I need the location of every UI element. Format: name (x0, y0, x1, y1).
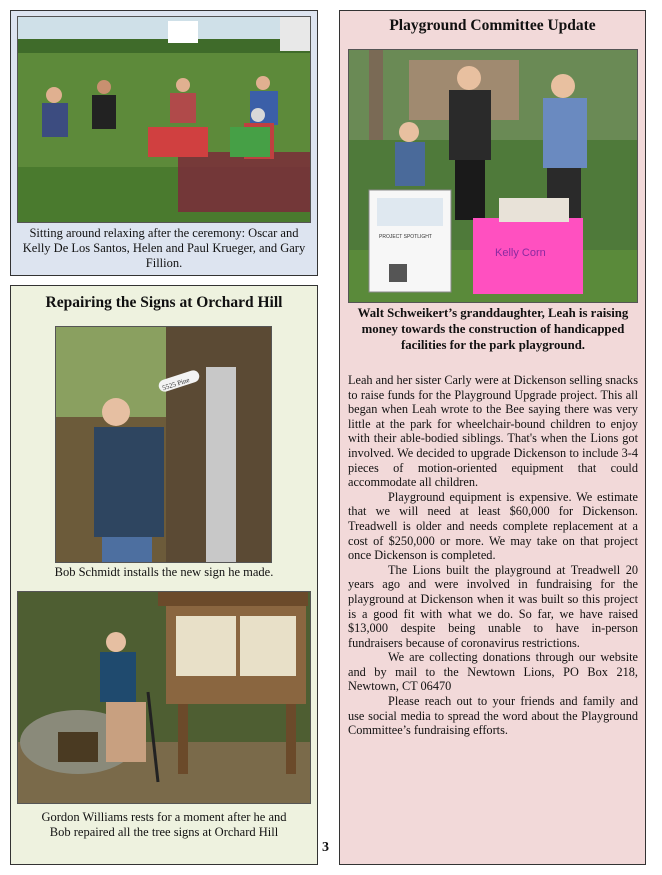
resting-caption: Gordon Williams rests for a moment after he and Bob repaired all the tree signs at Orchard Hill (41, 810, 287, 839)
sign-install-image (56, 327, 272, 563)
playground-article (348, 373, 638, 738)
article-paragraph-2: Playground equipment is expensive. We estimate that we will need at least $60,000 for Dickenson. Treadwell is older and needs complete replacement at a cost of $250,000 or more. We may take on that project once Dickenson is completed. (348, 489, 638, 563)
playground-photo (348, 49, 638, 303)
page-number: 3 (322, 840, 329, 855)
resting-photo (17, 591, 311, 804)
picnic-scene-image (18, 17, 311, 223)
picnic-caption: Sitting around relaxing after the ceremony: Oscar and Kelly De Los Santos, Helen and Paul Krueger, and Gary Fillion. (22, 226, 306, 270)
article-paragraph-3: The Lions built the playground at Treadwell 20 years ago and were involved in fundraising for the playground at Dickenson when it was built so this project is a good fit with what we do. So far, we have raised $13,000 despite being unable to have in-person fundraisers because of coronavirus restrictions. (348, 562, 638, 650)
poster-heading: PROJECT SPOTLIGHT (379, 234, 432, 240)
picnic-photo (17, 16, 311, 223)
playground-scene-image (349, 50, 638, 303)
article-paragraph-5: Please reach out to your friends and family and use social media to spread the word about the Playground Committee’s fundraising efforts. (348, 694, 638, 738)
resting-scene-image (18, 592, 311, 804)
playground-title: Playground Committee Update (389, 17, 596, 34)
kelly-corn-text: Kelly Corn (495, 247, 546, 259)
sign-install-caption: Bob Schmidt installs the new sign he made. (54, 565, 274, 579)
playground-photo-caption: Walt Schweikert’s granddaughter, Leah is raising money towards the construction of handicapped facilities for the park playground. (357, 306, 629, 352)
sign-text: 5525 Pine (161, 375, 191, 393)
article-paragraph-4: We are collecting donations through our website and by mail to the Newtown Lions, PO Box 218, Newtown, CT 06470 (348, 650, 638, 694)
signs-title: Repairing the Signs at Orchard Hill (45, 294, 283, 311)
signs-box (10, 285, 318, 865)
sign-install-photo (55, 326, 272, 563)
playground-box (339, 10, 646, 865)
article-paragraph-1: Leah and her sister Carly were at Dickenson selling snacks to raise funds for the Playground Upgrade project. This all began when Leah wrote to the Bee saying there was very little at the park for wheelchair-bound children to enjoy with their able-bodied siblings. That's when the Lions got involved. We decided to upgrade Dickenson to include 3-4 pieces of motion-oriented equipment that could accommodate all children. (348, 373, 638, 490)
picnic-box (10, 10, 318, 276)
